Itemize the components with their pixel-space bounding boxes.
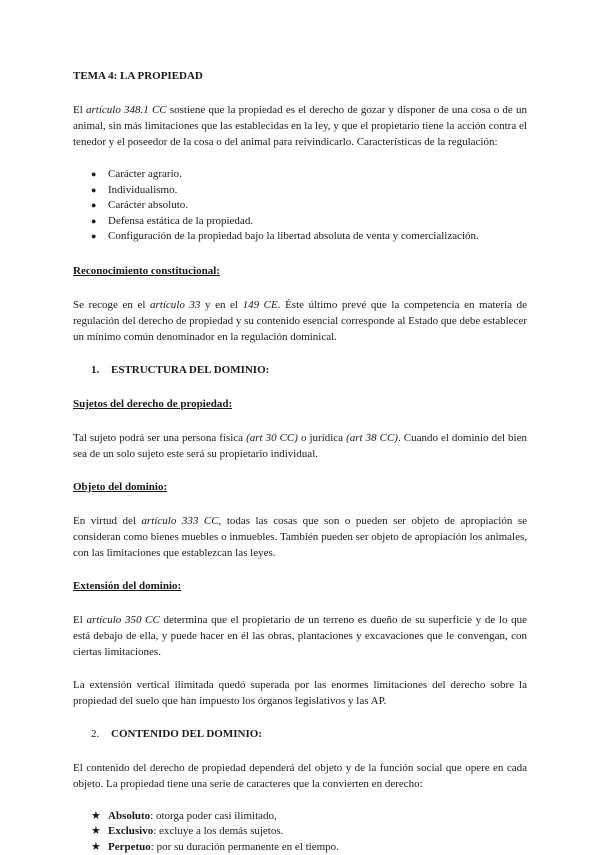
text-span: sostiene que la propiedad es el derecho de gozar y disponer de una cosa o de un animal, sin más limitaciones que las establecidas en la ley, y que el propietario tiene la acción contra el tenedor y el poseedor de la cosa o del animal para reivindicarlo. Características de la regulación: <box>73 104 527 148</box>
list-item-text: Configuración de la propiedad bajo la libertad absoluta de venta y comercialización. <box>108 230 479 242</box>
legal-reference: 149 CE <box>243 299 278 311</box>
constitutional-heading: Reconocimiento constitucional: <box>73 263 527 279</box>
text-span: o jurídica <box>298 432 346 444</box>
section-number: 1. <box>91 362 111 378</box>
text-span: El <box>73 614 86 626</box>
list-item <box>91 214 527 230</box>
page-title: TEMA 4: LA PROPIEDAD <box>73 68 527 84</box>
bullet-icon: ● <box>91 183 96 199</box>
bullet-icon: ● <box>91 229 96 245</box>
legal-reference: (art 30 CC) <box>246 432 298 444</box>
list-item <box>91 840 527 855</box>
list-item <box>91 824 527 840</box>
legal-reference: (art 38 CC) <box>346 432 398 444</box>
section-heading-structure <box>73 362 527 378</box>
object-heading: Objeto del dominio: <box>73 479 527 495</box>
section-title: ESTRUCTURA DEL DOMINIO: <box>111 364 269 376</box>
intro-paragraph <box>73 102 527 150</box>
legal-reference: artículo 348.1 CC <box>86 104 167 116</box>
text-span: y en el <box>200 299 242 311</box>
content-paragraph: El contenido del derecho de propiedad dependerá del objeto y de la función social que opere en cada objeto. La propiedad tiene una serie de caracteres que la convierten en derecho: <box>73 760 527 792</box>
text-span: determina que el propietario de un terreno es dueño de su superficie y de lo que está debajo de ella, y puede hacer en él las obras, plantaciones y excavaciones que le convengan, con ciertas limitaciones. <box>73 614 527 658</box>
star-icon: ★ <box>91 840 101 855</box>
text-span: El <box>73 104 86 116</box>
list-item-text: Carácter absoluto. <box>108 199 188 211</box>
legal-reference: artículo 350 CC <box>86 614 159 626</box>
list-item-text: Individualismo. <box>108 184 177 196</box>
list-item <box>91 183 527 199</box>
text-span: , todas las cosas que son o pueden ser objeto de apropiación se consideran como bienes muebles o inmuebles. También pueden ser objeto de apropiación los animales, con las limitaciones que establezcan las leyes. <box>73 515 527 559</box>
star-icon: ★ <box>91 809 101 825</box>
text-span: . Cuando el dominio del bien sea de un solo sujeto este será su propietario individual. <box>73 432 527 460</box>
traits-list <box>73 809 527 855</box>
list-item-text: Defensa estática de la propiedad. <box>108 215 253 227</box>
trait-description: : otorga poder casi ilimitado, <box>150 810 277 822</box>
constitutional-paragraph <box>73 297 527 345</box>
text-span: . Éste último prevé que la competencia en materia de regulación del derecho de propiedad y su contenido esencial corresponde al Estado que debe establecer un mínimo común denominador en la regulación dominical. <box>73 299 527 343</box>
legal-reference: artículo 33 <box>150 299 200 311</box>
bullet-icon: ● <box>91 214 96 230</box>
legal-reference: artículo 333 CC <box>142 515 219 527</box>
trait-description: : por su duración permanente en el tiempo. <box>151 841 339 853</box>
extension-paragraph-2: La extensión vertical ilimitada quedó superada por las enormes limitaciones del derecho sobre la propiedad del suelo que han impuesto los órganos legislativos y las AP. <box>73 677 527 709</box>
section-number: 2. <box>91 726 111 742</box>
object-paragraph <box>73 513 527 561</box>
trait-term: Exclusivo <box>108 825 153 837</box>
bullet-icon: ● <box>91 198 96 214</box>
trait-term: Perpetuo <box>108 841 151 853</box>
list-item-text: Carácter agrario. <box>108 168 182 180</box>
list-item <box>91 229 527 245</box>
list-item <box>91 167 527 183</box>
list-item <box>91 198 527 214</box>
trait-description: : excluye a los demás sujetos. <box>153 825 283 837</box>
bullet-icon: ● <box>91 167 96 183</box>
star-icon: ★ <box>91 824 101 840</box>
list-item <box>91 809 527 825</box>
subjects-heading: Sujetos del derecho de propiedad: <box>73 396 527 412</box>
subjects-paragraph <box>73 430 527 462</box>
text-span: Tal sujeto podrá ser una persona física <box>73 432 246 444</box>
text-span: Se recoge en el <box>73 299 150 311</box>
section-title: CONTENIDO DEL DOMINIO: <box>111 728 262 740</box>
characteristics-list <box>73 167 527 245</box>
extension-heading: Extensión del dominio: <box>73 578 527 594</box>
section-heading-content <box>73 726 527 742</box>
text-span: En virtud del <box>73 515 142 527</box>
trait-term: Absoluto <box>108 810 150 822</box>
extension-paragraph <box>73 612 527 660</box>
